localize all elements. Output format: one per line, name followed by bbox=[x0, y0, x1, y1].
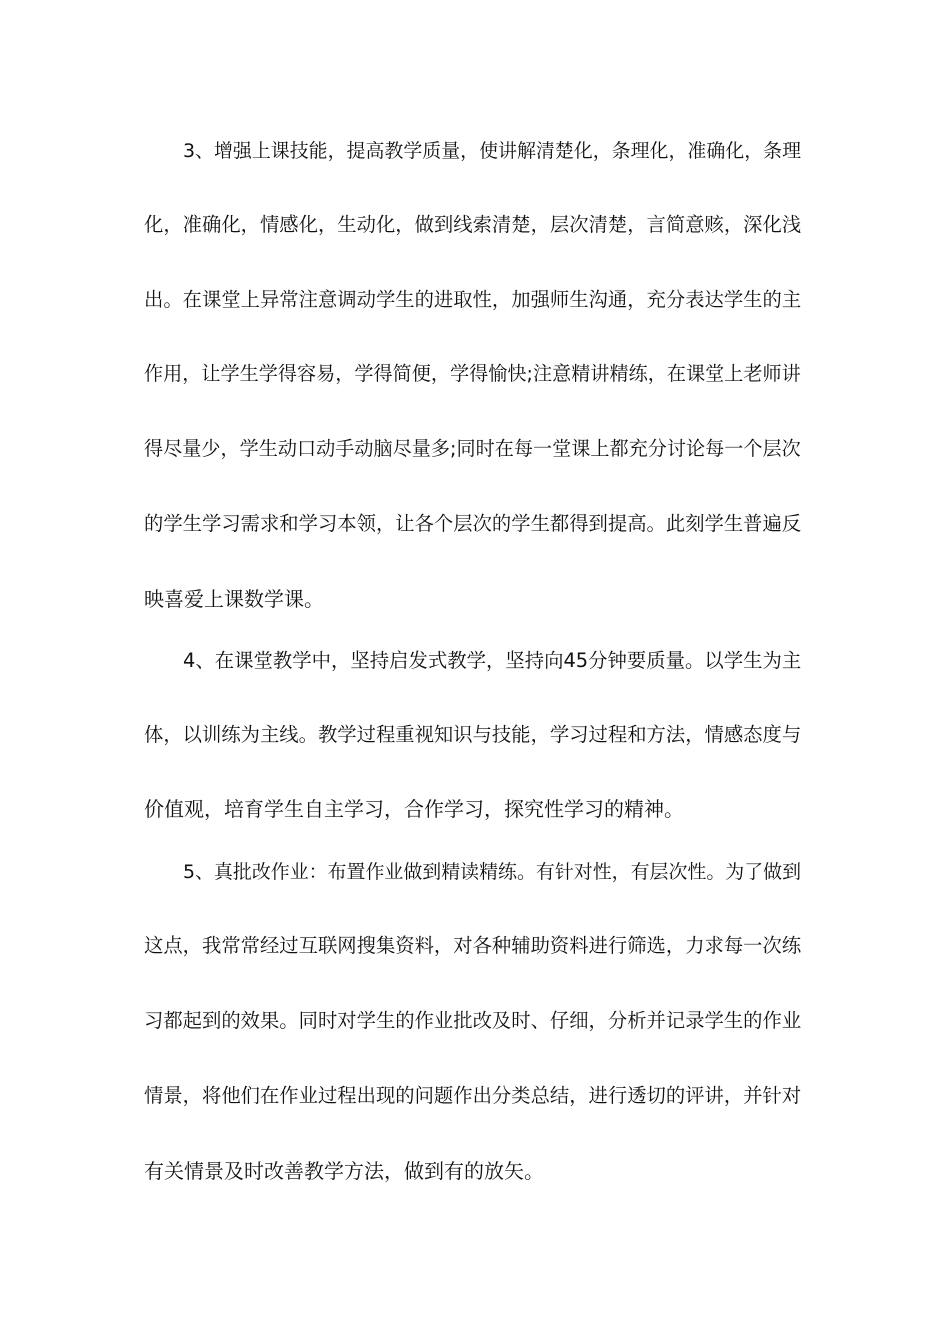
paragraph-3-line-2: 化，准确化，情感化，生动化，做到线索清楚，层次清楚，言简意赅，深化浅 bbox=[144, 213, 802, 236]
paragraph-5-line-4: 情景，将他们在作业过程出现的问题作出分类总结，进行透切的评讲，并针对 bbox=[144, 1084, 802, 1107]
paragraph-3-line-4: 作用，让学生学得容易，学得简便，学得愉快;注意精讲精练，在课堂上老师讲 bbox=[144, 362, 801, 385]
paragraph-5-line-1: 5、真批改作业：布置作业做到精读精练。有针对性，有层次性。为了做到 bbox=[183, 861, 802, 883]
paragraph-5-line-3: 习都起到的效果。同时对学生的作业批改及时、仔细，分析并记录学生的作业 bbox=[144, 1009, 802, 1032]
paragraph-3-line-7: 映喜爱上课数学课。 bbox=[144, 587, 324, 611]
paragraph-4-line-1: 4、在课堂教学中，坚持启发式教学，坚持向45分钟要质量。以学生为主 bbox=[183, 649, 802, 672]
paragraph-3-line-5: 得尽量少，学生动口动手动脑尽量多;同时在每一堂课上都充分讨论每一个层次 bbox=[144, 437, 801, 460]
paragraph-4-line-3: 价值观，培育学生自主学习，合作学习，探究性学习的精神。 bbox=[144, 797, 684, 821]
paragraph-3-line-1: 3、增强上课技能，提高教学质量，使讲解清楚化，条理化，准确化，条理 bbox=[183, 140, 802, 162]
paragraph-3-line-3: 出。在课堂上异常注意调动学生的进取性，加强师生沟通，充分表达学生的主 bbox=[144, 288, 802, 311]
paragraph-5-line-5: 有关情景及时改善教学方法，做到有的放矢。 bbox=[144, 1159, 544, 1183]
paragraph-4-line-2: 体，以训练为主线。教学过程重视知识与技能，学习过程和方法，情感态度与 bbox=[144, 723, 802, 746]
paragraph-5-line-2: 这点，我常常经过互联网搜集资料，对各种辅助资料进行筛选，力求每一次练 bbox=[144, 934, 802, 957]
paragraph-3-line-6: 的学生学习需求和学习本领，让各个层次的学生都得到提高。此刻学生普遍反 bbox=[144, 512, 802, 535]
